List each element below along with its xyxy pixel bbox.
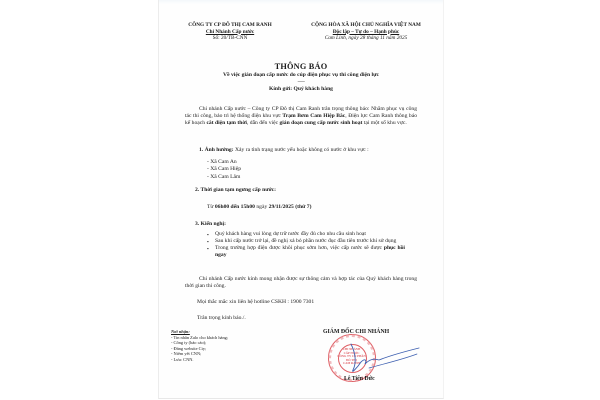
header-right (293, 22, 439, 42)
recipient-item: - Niêm yết CNN; (171, 351, 202, 357)
area-item: - Xã Cam Lâm (207, 173, 241, 180)
recipients-heading: Nơi nhận: (171, 329, 190, 334)
stamp-text: CHI NHÁNH CẤP NƯỚC CÔNG TY CỔ PHẦN ĐÔ THỊ CAM RANH (337, 347, 366, 366)
interruption-bold: gián đoạn cung cấp nước sinh hoạt (279, 120, 363, 126)
section-time-heading: 2. Thời gian tạm ngưng cấp nước: (195, 187, 277, 193)
document-page (158, 0, 444, 399)
section-time (195, 187, 276, 194)
company-name: CÔNG TY CP ĐÔ THỊ CAM RANH (188, 22, 272, 28)
greeting: Kính gửi: Quý khách hàng (269, 86, 333, 92)
document-title: THÔNG BÁO (274, 62, 328, 71)
hotline-text: Mọi thắc mắc xin liên hệ hotline CSKH : 1900 7301 (197, 299, 315, 305)
recommendation-item: ▪ Sau khi cấp nước trở lại, đề nghị xả bỏ phần nước đục đầu tiên trước khi sử dụng (207, 238, 405, 245)
location-bold: Trạm Bơm Cam Hiệp Bắc (282, 113, 346, 119)
document-number: Số: 20/TB-CNN (212, 35, 248, 42)
power-cut-bold: cắt điện tạm thời (206, 120, 247, 126)
area-item: - Xã Cam Hiệp (207, 166, 242, 173)
scan-edge (159, 0, 443, 4)
branch-name: Chi Nhánh Cấp nước (205, 28, 255, 35)
area-item: - Xã Cam An (207, 159, 237, 165)
recipient-item: - Lưu: CNN. (171, 356, 194, 362)
regards-text: Trân trọng kính báo./. (197, 315, 246, 321)
recipient-item: - Đăng website Cty; (171, 345, 207, 351)
recommendations-list (207, 231, 405, 259)
divider: ------- (297, 79, 305, 84)
national-motto: Độc lập – Tự do – Hạnh phúc (332, 28, 400, 35)
place-date: Cam Linh, ngày 28 tháng 11 năm 2025 (324, 35, 408, 42)
section-recommendations (195, 221, 226, 228)
recipients-block (171, 329, 228, 363)
national-title: CỘNG HÒA XÃ HỘI CHỦ NGHĨA VIỆT NAM (311, 22, 421, 28)
suspension-time: Từ 06h00 đến 15h00 ngày 29/11/2025 (thứ 7) (207, 204, 312, 210)
recipient-item: - Tin nhắn Zalo cho khách hàng; (171, 334, 229, 340)
intro-paragraph: Chi nhánh Cấp nước – Công ty CP Đô thị Cam Ranh trân trọng thông báo: Nhằm phục vụ công tác thi công, bảo trì hệ thống điện khu vực Trạm Bơm Cam Hiệp Bắc, Điện lực Cam Ranh thông báo kế hoạch cắt điện tạm thời, dẫn đến việc gián đoạn cung cấp nước sinh hoạt tại một số khu vực. (185, 106, 417, 126)
closing-paragraph: Chi nhánh Cấp nước kính mong nhận được sự thông cảm và hợp tác của Quý khách hàng trong thời gian thi công. (185, 276, 417, 289)
section-impact-text: Xảy ra tình trạng nước yếu hoặc không có nước ở khu vực : (233, 147, 369, 153)
signer-title: GIÁM ĐỐC CHI NHÁNH (323, 329, 390, 335)
header-left (171, 22, 289, 42)
recommendation-item: ▪ Quý khách hàng vui lòng dự trữ nước đầy đủ cho nhu cầu sinh hoạt (207, 231, 405, 238)
section-impact (199, 147, 369, 154)
affected-areas-list (207, 159, 241, 181)
recommendation-item: ▪ Trong trường hợp điện được khôi phục sớm hơn, việc cấp nước sẽ được phục hồi ngay (207, 245, 405, 259)
recipient-item: - Công ty (báo cáo); (171, 340, 207, 346)
handwritten-signature-icon (345, 338, 425, 378)
document-subtitle: Về việc gián đoạn cấp nước do cúp điện phục vụ thi công điện lực (223, 72, 379, 78)
section-impact-heading: 1. Ảnh hưởng: (199, 147, 234, 153)
signer-name: Lê Tiến Đức (344, 376, 375, 382)
section-recommendations-heading: 3. Kiến nghị: (195, 221, 226, 227)
